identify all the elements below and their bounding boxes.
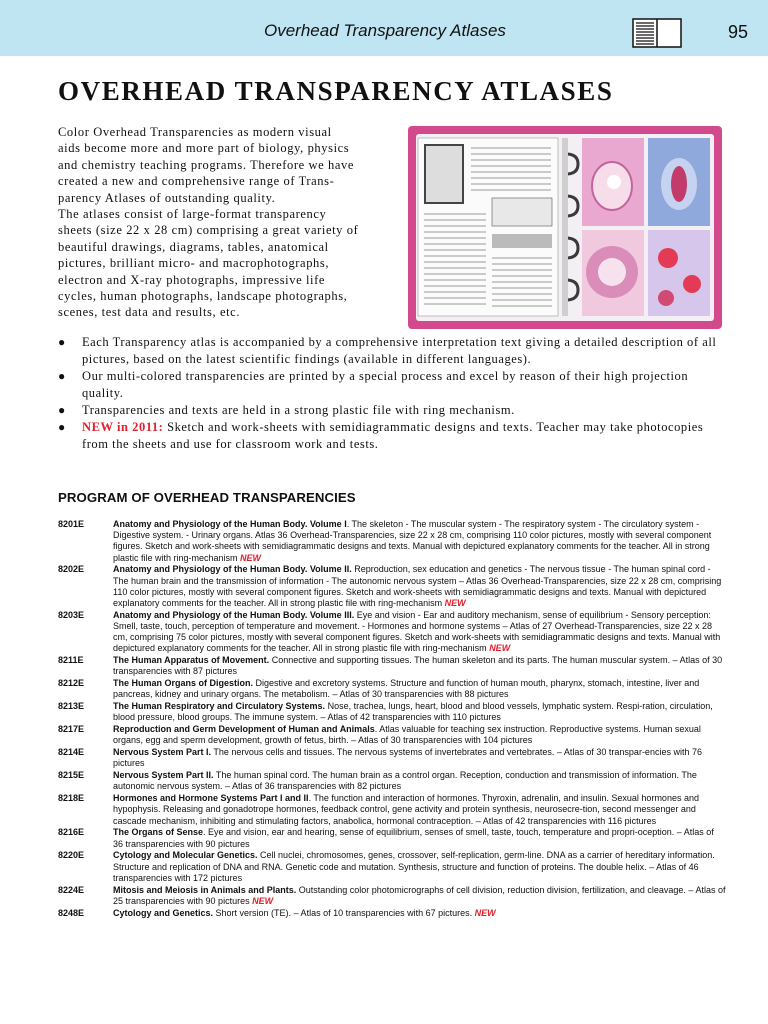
page-title: OVERHEAD TRANSPARENCY ATLASES xyxy=(58,76,614,106)
catalog-title: The Human Respiratory and Circulatory Systems. xyxy=(113,701,326,712)
catalog-entry xyxy=(58,564,726,609)
feature-text: Our multi-colored transparencies are printed by a special process and excel by reason of their high projection quality. xyxy=(82,369,689,400)
catalog-title: Cytology and Genetics. xyxy=(113,907,214,918)
catalog-code: 8216E xyxy=(58,827,85,838)
book-icon xyxy=(632,18,682,48)
catalog-entry xyxy=(58,678,726,700)
header-title: Overhead Transparency Atlases xyxy=(264,21,506,40)
new-badge: NEW xyxy=(489,643,511,654)
feature-text: Sketch and work-sheets with semidiagrammatic designs and texts. Teacher may take photocopies from the sheets and use for classroom work and tests. xyxy=(82,420,704,451)
catalog-description: Eye and vision - Ear and auditory mechanism, sense of equilibrium - Sensory perception: Smell, taste, touch, perception of temperature and movement. - Hormones and hormone systems – Atlas of 27 Overhead-Transparencies, size 22 x 28 cm, comprising 75 color pictures, mostly with several component figures. Sketch and work-sheets with semidiagrammatic designs and texts. Manual with depicturеd explanatory comments for the teacher. All in strong plastic file with ring-mechanism xyxy=(113,609,721,654)
page-number: 95 xyxy=(728,22,749,42)
program-title: PROGRAM OF OVERHEAD TRANSPARENCIES xyxy=(58,490,356,505)
intro-line: aids become more and more part of biology, physics xyxy=(58,141,350,156)
catalog-code: 8224E xyxy=(58,884,85,895)
catalog-entry xyxy=(58,655,726,677)
intro-line: scenes, test data and results, etc. xyxy=(58,305,241,320)
catalog-code: 8215E xyxy=(58,770,85,781)
catalog-description: . Atlas valuable for teaching sex instruction. Reproductive systems. Human sexual organs, egg and sperm development, growth of fetus, birth. – Atlas of 30 transparencies with 104 pictures xyxy=(113,724,701,746)
bullet-icon: ● xyxy=(58,403,66,417)
transparency-sheets xyxy=(416,134,714,321)
catalog-code: 8218E xyxy=(58,793,85,804)
catalog-title: Anatomy and Physiology of the Human Body. Volume I xyxy=(113,519,347,529)
new-badge: NEW xyxy=(474,907,496,918)
catalog-description: Reproduction, sex education and genetics - The nervous tissue - The human spinal cord - The human brain and the transmission of information - The autonomic nervous system – Atlas 36 Overhead-Transparencies, size 22 x 28 cm, comprising 110 color pictures, mostly with several component figures. Sketch and work-sheets with semidiagrammatic designs and texts. Manual with depicturеd explanatory comments for the teacher. All in strong plastic file with ring-mechanism xyxy=(113,564,722,609)
new-badge: NEW xyxy=(252,895,274,906)
page-header xyxy=(0,0,768,56)
feature-text: Transparencies and texts are held in a strong plastic file with ring mechanism. xyxy=(82,403,515,417)
catalog-description: Nose, trachea, lungs, heart, blood and blood vessels, lymphatic system. Respi-ration, circulation, blood pressure, blood groups. The immune system. – Atlas of 42 transparencies with 110 pictures xyxy=(113,701,713,723)
catalog-title: The Human Apparatus of Movement. xyxy=(113,655,270,666)
catalog-code: 8220E xyxy=(58,850,85,861)
bullet-icon: ● xyxy=(58,369,66,383)
intro-line: sheets (size 22 x 28 cm) comprising a great variety of xyxy=(58,223,359,238)
catalog-code: 8213E xyxy=(58,701,85,712)
catalog-title: The Human Organs of Digestion. xyxy=(113,678,254,689)
intro-line: and chemistry teaching programs. Therefore we have xyxy=(58,157,354,172)
new-badge: NEW xyxy=(444,598,466,609)
intro-line: Color Overhead Transparencies as modern visual xyxy=(58,125,332,139)
intro-line: pictures, brilliant micro- and macrophotographs, xyxy=(58,256,330,271)
catalog-title: Anatomy and Physiology of the Human Body. Volume III. xyxy=(113,609,355,620)
intro-line: cycles, human photographs, landscape photographs, xyxy=(58,289,348,304)
catalog-entry xyxy=(58,701,726,723)
feature-item xyxy=(56,402,722,419)
catalog-title: Anatomy and Physiology of the Human Body. Volume II. xyxy=(113,564,352,575)
catalog-list xyxy=(58,519,726,919)
catalog-entry xyxy=(58,793,726,827)
catalog-entry xyxy=(58,827,726,849)
catalog-title: Reproduction and Germ Development of Human and Animals xyxy=(113,724,375,735)
catalog-code: 8214E xyxy=(58,747,85,758)
catalog-description: Digestive and excretory systems. Structure and function of human mouth, pharynx, stomach, intestine, liver and pancreas, kidney and urinary organs. The metabolism. – Atlas of 30 transparencies with 88 pictures xyxy=(113,678,700,700)
feature-list xyxy=(56,334,722,453)
catalog-title: The Organs of Sense xyxy=(113,827,204,838)
catalog-code: 8212E xyxy=(58,678,85,689)
catalog-entry xyxy=(58,610,726,655)
catalog-code: 8201E xyxy=(58,519,85,529)
catalog-code: 8203E xyxy=(58,609,85,620)
catalog-description: The nervous cells and tissues. The nervous systems of invertebrates and vertebrates. – Atlas of 30 transpar-encies with 76 pictures xyxy=(113,747,702,769)
catalog-title: Mitosis and Meiosis in Animals and Plants. xyxy=(113,884,297,895)
catalog-title: Nervous System Part I. xyxy=(113,747,212,758)
catalog-entry xyxy=(58,770,726,792)
catalog-entry xyxy=(58,850,726,884)
bullet-icon: ● xyxy=(58,420,66,434)
new-badge: NEW xyxy=(240,552,262,563)
new-in-2011-label: NEW in 2011: xyxy=(82,420,164,434)
bullet-icon: ● xyxy=(58,335,66,349)
catalog-title: Cytology and Molecular Genetics. xyxy=(113,850,258,861)
feature-item xyxy=(56,334,722,368)
catalog-entry xyxy=(58,908,726,919)
catalog-code: 8248E xyxy=(58,907,85,918)
catalog-description: Connective and supporting tissues. The human skeleton and its parts. The human muscular system. – Atlas of 30 transparencies with 87 pictures xyxy=(113,655,723,677)
catalog-entry xyxy=(58,885,726,907)
intro-line: created a new and comprehensive range of Trans- xyxy=(58,174,335,189)
intro-line: beautiful drawings, diagrams, tables, anatomical xyxy=(58,239,329,254)
catalog-entry xyxy=(58,747,726,769)
catalog-description: . Eye and vision, ear and hearing, sense of equilibrium, senses of smell, taste, touch, temperature and propri-oception. – Atlas of 36 transparencies with 90 pictures xyxy=(113,827,714,849)
catalog-description: Outstanding color photomicrographs of cell division, reduction division, fertilization, and cleavage. – Atlas of 25 transparencies with 90 pictures xyxy=(113,884,726,906)
catalog-code: 8211E xyxy=(58,655,84,666)
catalog-entry xyxy=(58,519,726,564)
feature-item xyxy=(56,419,722,453)
intro-line: electron and X-ray photographs, impressive life xyxy=(58,272,326,287)
feature-item xyxy=(56,368,722,402)
catalog-title: Hormones and Hormone Systems Part I and II xyxy=(113,793,309,804)
binder-photo xyxy=(408,126,722,329)
catalog-description: . The skeleton - The muscular system - The respiratory system - The circulatory system - Digestive system. - Urinary organs. Atlas 36 Overhead-Transparencies, size 22 x 28 cm, comprising 110 color pictures, mostly with several component figures. Sketch and work-sheets with semidiagrammatic designs and texts. Manual with depicturеd explanatory comments for the teacher. All in strong plastic file with ring-mechanism xyxy=(113,519,712,563)
catalog-title: Nervous System Part II. xyxy=(113,770,214,781)
intro-line: parency Atlases of outstanding quality. xyxy=(58,190,276,205)
catalog-code: 8202E xyxy=(58,564,85,575)
transparency-illustration xyxy=(416,134,714,321)
catalog-description: Short version (TE). – Atlas of 10 transparencies with 67 pictures. xyxy=(213,907,475,918)
catalog-description: The human spinal cord. The human brain as a control organ. Reception, conduction and transmission of information. The autonomic nervous system. – Atlas of 36 transparencies with 82 pictures xyxy=(113,770,697,792)
catalog-entry xyxy=(58,724,726,746)
catalog-description: Cell nuclei, chromosomes, genes, crossover, self-replication, germ-line. DNA as a carrier of hereditary information. Structure and replication of DNA and RNA. Genetic code and mutation. Synthesis, structure and function of proteins. The double helix. – Atlas of 46 transparencies with 172 pictures xyxy=(113,850,715,883)
catalog-description: . The function and interaction of hormones. Thyroxin, adrenalin, and insulin. Sexual hormones and hypophysis. Releasing and gonadotrope hormones, feedback control, gene activity and protein synthesis, neurosecre-tion, second messenger and cascade mechanism, inhibiting and stimulating factors, anabolica, hormonal contraception. – Atlas of 42 transparencies with 116 pictures xyxy=(113,793,699,826)
intro-paragraph xyxy=(58,124,398,321)
feature-text: Each Transparency atlas is accompanied by a comprehensive interpretation text giving a detailed description of all pictures, based on the latest scientific findings (available in different languages). xyxy=(82,335,717,366)
intro-line: The atlases consist of large-format transparency xyxy=(58,207,327,222)
catalog-code: 8217E xyxy=(58,724,85,735)
